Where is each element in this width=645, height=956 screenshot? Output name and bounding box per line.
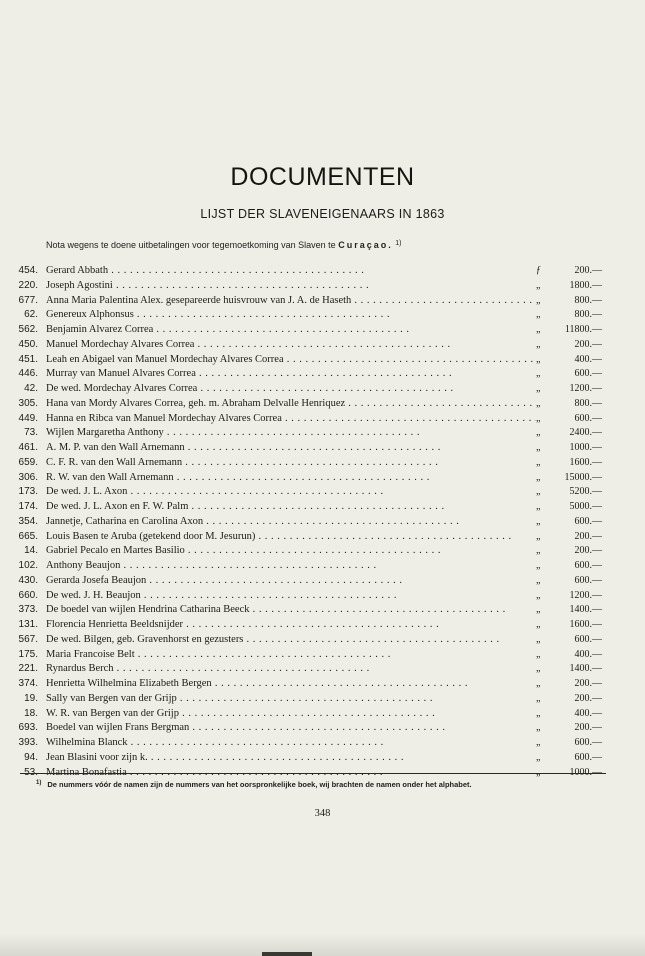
list-entry — [0, 603, 645, 618]
entry-amount: 1000.— — [569, 766, 602, 778]
entry-name: Anna Maria Palentina Alex. gesepareerde huisvrouw van J. A. de Haseth . . — [46, 294, 536, 309]
entry-name: Maria Francoise Belt . . — [46, 648, 536, 663]
list-entry — [0, 515, 645, 530]
entry-amount: 600.— — [574, 633, 602, 645]
entry-amount: 1400.— — [569, 604, 602, 616]
entry-number: 42. — [24, 383, 38, 394]
entry-number: 19. — [24, 692, 38, 704]
entry-name: A. M. P. van den Wall Arnemann . . — [46, 441, 536, 456]
list-entry — [0, 264, 645, 279]
entry-currency: „ — [536, 309, 541, 321]
entry-currency: „ — [536, 589, 541, 601]
list-entry — [0, 618, 645, 633]
entry-amount: 1600.— — [569, 456, 602, 468]
entry-currency: „ — [536, 574, 541, 586]
entry-amount: 2400.— — [569, 427, 602, 439]
entry-name: Jannetje, Catharina en Carolina Axon . . — [46, 515, 536, 530]
list-entry — [0, 485, 645, 500]
entry-name: Sally van Bergen van der Grijp . . — [46, 692, 536, 707]
entry-currency: „ — [536, 397, 541, 409]
entry-number: 18. — [24, 707, 38, 719]
entry-currency: ƒ — [536, 265, 541, 276]
page-edge-tab — [262, 952, 312, 956]
entry-number: 562. — [18, 324, 38, 335]
entry-currency: „ — [536, 633, 541, 645]
list-entry — [0, 692, 645, 707]
slave-owner-list — [0, 264, 645, 780]
list-entry — [0, 412, 645, 427]
entry-amount: 400.— — [574, 648, 602, 660]
list-entry — [0, 397, 645, 412]
list-entry — [0, 589, 645, 604]
list-entry — [0, 662, 645, 677]
list-entry — [0, 441, 645, 456]
entry-name: De boedel van wijlen Hendrina Catharina Beeck . . — [46, 603, 536, 618]
list-entry — [0, 677, 645, 692]
entry-amount: 600.— — [574, 737, 602, 748]
entry-currency: „ — [536, 412, 541, 424]
entry-number: 220. — [18, 279, 38, 291]
entry-amount: 11800.— — [564, 324, 602, 335]
entry-amount: 5000.— — [569, 501, 602, 512]
entry-number: 454. — [18, 265, 38, 276]
page-title: DOCUMENTEN — [230, 163, 415, 191]
entry-currency: „ — [536, 427, 541, 439]
entry-amount: 200.— — [574, 722, 602, 734]
entry-currency: „ — [536, 737, 541, 748]
entry-name: Manuel Mordechay Alvares Correa . . — [46, 338, 536, 353]
entry-amount: 5200.— — [569, 486, 602, 498]
list-entry — [0, 751, 645, 766]
entry-amount: 15000.— — [564, 471, 602, 483]
entry-currency: „ — [536, 368, 541, 380]
entry-currency: „ — [536, 456, 541, 468]
entry-name: Murray van Manuel Alvares Correa . . — [46, 367, 536, 382]
entry-amount: 800.— — [574, 309, 602, 321]
list-entry — [0, 323, 645, 338]
entry-number: 677. — [18, 294, 38, 306]
footnote-divider — [20, 773, 606, 774]
entry-currency: „ — [536, 294, 541, 306]
list-entry — [0, 721, 645, 736]
list-entry — [0, 367, 645, 382]
list-entry — [0, 500, 645, 515]
entry-currency: „ — [536, 442, 541, 453]
list-entry — [0, 338, 645, 353]
entry-number: 693. — [18, 722, 38, 734]
entry-currency: „ — [536, 353, 541, 365]
entry-amount: 600.— — [574, 515, 602, 527]
entry-amount: 600.— — [574, 751, 602, 763]
entry-number: 393. — [18, 737, 38, 748]
entry-name: Hanna en Ribca van Manuel Mordechay Alvares Correa . . — [46, 412, 536, 427]
list-entry — [0, 544, 645, 559]
entry-number: 449. — [18, 412, 38, 424]
entry-name: Leah en Abigael van Manuel Mordechay Alvares Correa . . — [46, 353, 536, 368]
list-entry — [0, 279, 645, 294]
intro-note — [46, 240, 606, 250]
list-entry — [0, 648, 645, 663]
entry-currency: „ — [536, 545, 541, 557]
entry-currency: „ — [536, 678, 541, 689]
entry-name: Gerarda Josefa Beaujon . . — [46, 574, 536, 589]
entry-number: 131. — [18, 619, 38, 630]
entry-name: De wed. J. H. Beaujon . . — [46, 589, 536, 604]
list-entry — [0, 736, 645, 751]
entry-amount: 1400.— — [569, 663, 602, 675]
entry-name: Louis Basen te Aruba (getekend door M. Jesurun) . . — [46, 530, 536, 545]
entry-amount: 800.— — [574, 397, 602, 409]
entry-amount: 200.— — [574, 265, 602, 276]
entry-number: 94. — [24, 751, 38, 763]
list-entry — [0, 574, 645, 589]
entry-currency: „ — [536, 766, 541, 778]
list-entry — [0, 426, 645, 441]
entry-amount: 400.— — [574, 707, 602, 719]
entry-number: 354. — [18, 515, 38, 527]
entry-currency: „ — [536, 560, 541, 571]
page-number: 348 — [314, 808, 331, 819]
entry-name: De wed. Mordechay Alvares Correa . . — [46, 382, 536, 397]
entry-number: 175. — [18, 648, 38, 660]
entry-name: Jean Blasini voor zijn k. . . — [46, 751, 536, 766]
entry-name: Henrietta Wilhelmina Elizabeth Bergen . . — [46, 677, 536, 692]
entry-name: Gerard Abbath . . — [46, 264, 536, 279]
entry-amount: 400.— — [574, 353, 602, 365]
entry-name: Wijlen Margaretha Anthony . . — [46, 426, 536, 441]
list-entry — [0, 456, 645, 471]
entry-name: Gabriel Pecalo en Martes Basilio . . — [46, 544, 536, 559]
entry-amount: 1800.— — [569, 279, 602, 291]
entry-number: 102. — [18, 560, 38, 571]
intro-text: Nota wegens te doene uitbetalingen voor tegemoetkoming van Slaven te — [46, 240, 336, 250]
entry-name: Hana van Mordy Alvares Correa, geh. m. Abraham Delvalle Henriquez . . — [46, 397, 536, 412]
entry-name: Boedel van wijlen Frans Bergman . . — [46, 721, 536, 736]
entry-currency: „ — [536, 692, 541, 704]
list-entry — [0, 382, 645, 397]
entry-number: 373. — [18, 604, 38, 616]
entry-number: 221. — [18, 663, 38, 675]
entry-currency: „ — [536, 530, 541, 542]
intro-footnote-marker: 1) — [395, 240, 402, 247]
entry-number: 14. — [24, 545, 38, 557]
entry-number: 567. — [18, 633, 38, 645]
entry-amount: 600.— — [574, 574, 602, 586]
entry-currency: „ — [536, 663, 541, 675]
entry-name: De wed. J. L. Axon en F. W. Palm . . — [46, 500, 536, 515]
entry-number: 305. — [18, 397, 38, 409]
entry-currency: „ — [536, 751, 541, 763]
list-entry — [0, 633, 645, 648]
entry-amount: 1000.— — [569, 442, 602, 453]
entry-name: Wilhelmina Blanck . . — [46, 736, 536, 751]
list-entry — [0, 471, 645, 486]
entry-amount: 600.— — [574, 368, 602, 380]
list-entry — [0, 707, 645, 722]
entry-number: 62. — [24, 309, 38, 321]
entry-currency: „ — [536, 324, 541, 335]
entry-name: Rynardus Berch . . — [46, 662, 536, 677]
entry-name: C. F. R. van den Wall Arnemann . . — [46, 456, 536, 471]
entry-number: 461. — [18, 442, 38, 453]
entry-number: 450. — [18, 338, 38, 350]
entry-currency: „ — [536, 383, 541, 394]
entry-currency: „ — [536, 338, 541, 350]
entry-amount: 1200.— — [569, 589, 602, 601]
entry-number: 306. — [18, 471, 38, 483]
footnote — [36, 780, 616, 789]
entry-name: Martina Bonafastia . . — [46, 766, 536, 781]
entry-number: 659. — [18, 456, 38, 468]
entry-number: 374. — [18, 678, 38, 689]
intro-place: Curaçao. — [338, 240, 393, 250]
entry-amount: 1600.— — [569, 619, 602, 630]
entry-amount: 200.— — [574, 530, 602, 542]
entry-number: 446. — [18, 368, 38, 380]
entry-currency: „ — [536, 486, 541, 498]
list-entry — [0, 294, 645, 309]
entry-currency: „ — [536, 501, 541, 512]
footnote-marker: 1) — [36, 780, 42, 786]
entry-currency: „ — [536, 471, 541, 483]
page-subtitle: LIJST DER SLAVENEIGENAARS IN 1863 — [200, 207, 445, 221]
entry-amount: 600.— — [574, 560, 602, 571]
entry-number: 451. — [18, 353, 38, 365]
entry-name: Anthony Beaujon . . — [46, 559, 536, 574]
entry-number: 173. — [18, 486, 38, 498]
entry-amount: 200.— — [574, 678, 602, 689]
entry-amount: 200.— — [574, 338, 602, 350]
entry-currency: „ — [536, 648, 541, 660]
entry-name: Joseph Agostini . . — [46, 279, 536, 294]
list-entry — [0, 308, 645, 323]
list-entry — [0, 353, 645, 368]
footnote-text: De nummers vóór de namen zijn de nummers van het oorspronkelijke boek, wij brachten de namen onder het alphabet. — [47, 780, 472, 789]
entry-amount: 1200.— — [569, 383, 602, 394]
entry-number: 665. — [18, 530, 38, 542]
entry-number: 53. — [24, 766, 38, 778]
entry-amount: 800.— — [574, 294, 602, 306]
entry-currency: „ — [536, 619, 541, 630]
entry-name: W. R. van Bergen van der Grijp . . — [46, 707, 536, 722]
entry-number: 73. — [24, 427, 38, 439]
page-edge-shadow — [0, 934, 645, 956]
list-entry — [0, 530, 645, 545]
entry-currency: „ — [536, 707, 541, 719]
entry-currency: „ — [536, 722, 541, 734]
entry-amount: 200.— — [574, 692, 602, 704]
entry-number: 660. — [18, 589, 38, 601]
entry-name: De wed. J. L. Axon . . — [46, 485, 536, 500]
entry-name: Benjamin Alvarez Correa . . — [46, 323, 536, 338]
entry-currency: „ — [536, 604, 541, 616]
entry-name: Florencia Henrietta Beeldsnijder . . — [46, 618, 536, 633]
entry-name: Genereux Alphonsus . . — [46, 308, 536, 323]
entry-amount: 200.— — [574, 545, 602, 557]
entry-name: De wed. Bilgen, geb. Gravenhorst en gezusters . . — [46, 633, 536, 648]
entry-name: R. W. van den Wall Arnemann . . — [46, 471, 536, 486]
entry-amount: 600.— — [574, 412, 602, 424]
list-entry — [0, 559, 645, 574]
entry-number: 430. — [18, 574, 38, 586]
entry-currency: „ — [536, 279, 541, 291]
entry-number: 174. — [18, 501, 38, 512]
entry-currency: „ — [536, 515, 541, 527]
